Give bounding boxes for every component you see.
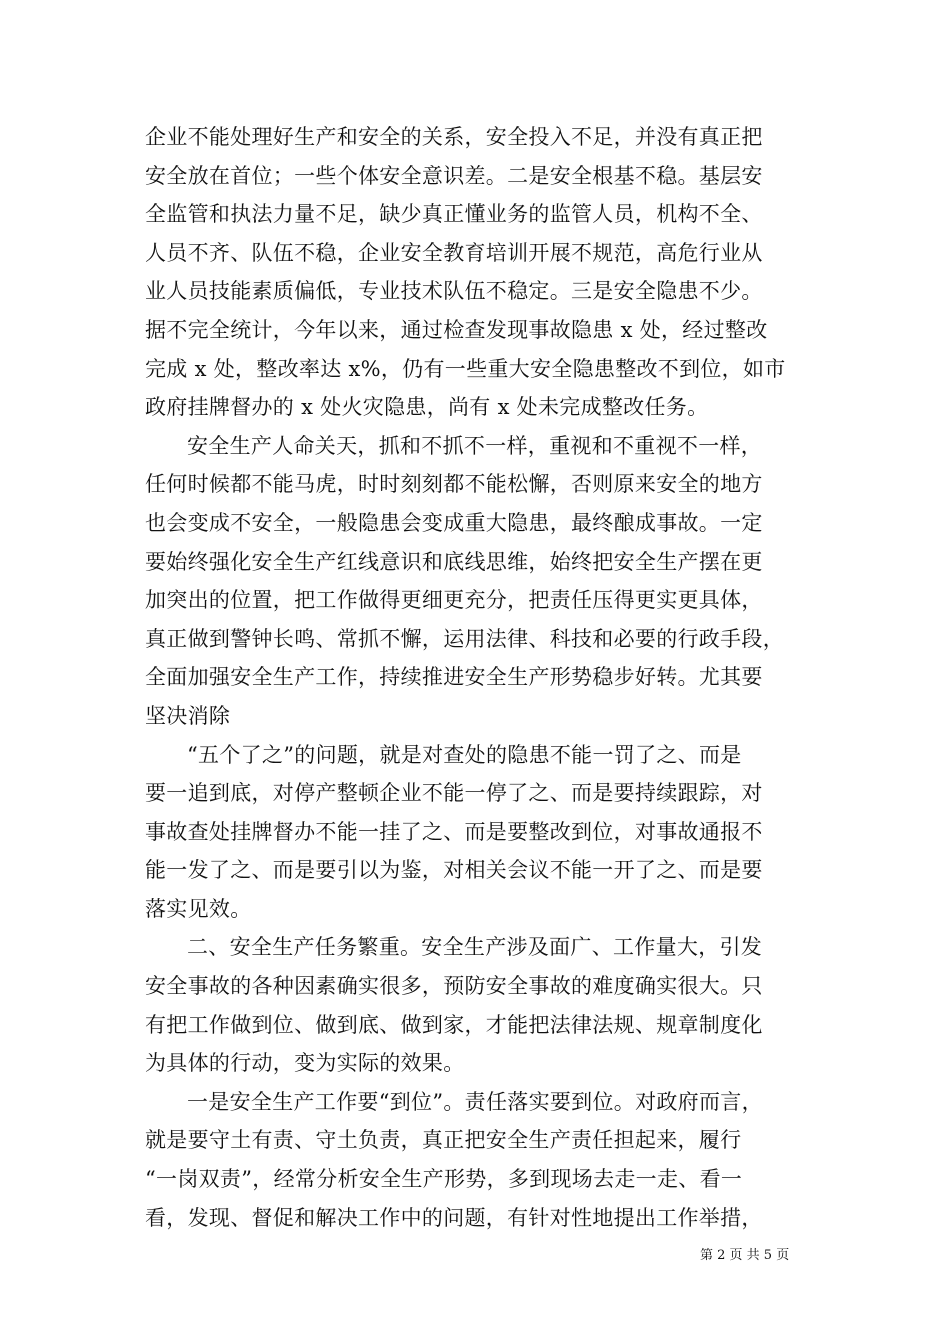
text-line: 完成 x 处，整改率达 x%，仍有一些重大安全隐患整改不到位，如市 <box>145 356 786 381</box>
text-line: 安全放在首位；一些个体安全意识差。二是安全根基不稳。基层安 <box>145 163 763 188</box>
text-line: “五个了之”的问题，就是对查处的隐患不能一罚了之、而是 <box>187 742 742 767</box>
document-body <box>145 118 835 1237</box>
text-line: 企业不能处理好生产和安全的关系，安全投入不足，并没有真正把 <box>145 125 763 149</box>
paragraph-1 <box>145 118 835 427</box>
text-line: 二、安全生产任务繁重。安全生产涉及面广、工作量大，引发 <box>187 935 763 960</box>
text-line: 业人员技能素质偏低，专业技术队伍不稳定。三是安全隐患不少。 <box>145 279 763 304</box>
text-line: 有把工作做到位、做到底、做到家，才能把法律法规、规章制度化 <box>145 1012 763 1037</box>
text-line: 加突出的位置，把工作做得更细更充分，把责任压得更实更具体， <box>145 588 763 613</box>
text-line: 任何时候都不能马虎，时时刻刻都不能松懈，否则原来安全的地方 <box>145 472 763 497</box>
text-line: 安全生产人命关天，抓和不抓不一样，重视和不重视不一样， <box>187 433 763 458</box>
text-line: 就是要守土有责、守土负责，真正把安全生产责任担起来，履行 <box>145 1128 742 1153</box>
text-line: 坚决消除 <box>145 703 231 728</box>
text-line: 人员不齐、队伍不稳，企业安全教育培训开展不规范，高危行业从 <box>145 240 763 265</box>
text-line: “一岗双责”，经常分析安全生产形势，多到现场去走一走、看一 <box>145 1167 743 1192</box>
paragraph-4 <box>145 928 835 1082</box>
text-line: 看，发现、督促和解决工作中的问题，有针对性地提出工作举措， <box>145 1205 763 1230</box>
text-line: 安全事故的各种因素确实很多，预防安全事故的难度确实很大。只 <box>145 974 763 999</box>
paragraph-3 <box>145 736 835 929</box>
text-line: 事故查处挂牌督办不能一挂了之、而是要整改到位，对事故通报不 <box>145 819 763 844</box>
text-line: 政府挂牌督办的 x 处火灾隐患，尚有 x 处未完成整改任务。 <box>145 395 709 420</box>
text-line: 全监管和执法力量不足，缺少真正懂业务的监管人员，机构不全、 <box>145 202 763 227</box>
text-line: 要一追到底，对停产整顿企业不能一停了之、而是要持续跟踪，对 <box>145 781 763 806</box>
text-line: 真正做到警钟长鸣、常抓不懈，运用法律、科技和必要的行政手段， <box>145 626 784 651</box>
paragraph-5 <box>145 1083 835 1237</box>
text-line: 据不完全统计，今年以来，通过检查发现事故隐患 x 处，经过整改 <box>145 317 768 342</box>
text-line: 为具体的行动，变为实际的效果。 <box>145 1051 465 1076</box>
text-line: 全面加强安全生产工作，持续推进安全生产形势稳步好转。尤其要 <box>145 665 763 690</box>
page-number: 第 2 页 共 5 页 <box>700 1248 790 1263</box>
text-line: 要始终强化安全生产红线意识和底线思维，始终把安全生产摆在更 <box>145 549 763 574</box>
text-line: 一是安全生产工作要“到位”。责任落实要到位。对政府而言， <box>187 1089 763 1114</box>
text-line: 落实见效。 <box>145 896 252 921</box>
paragraph-2 <box>145 427 835 736</box>
text-line: 能一发了之、而是要引以为鉴，对相关会议不能一开了之、而是要 <box>145 858 763 883</box>
text-line: 也会变成不安全，一般隐患会变成重大隐患，最终酿成事故。一定 <box>145 510 763 535</box>
